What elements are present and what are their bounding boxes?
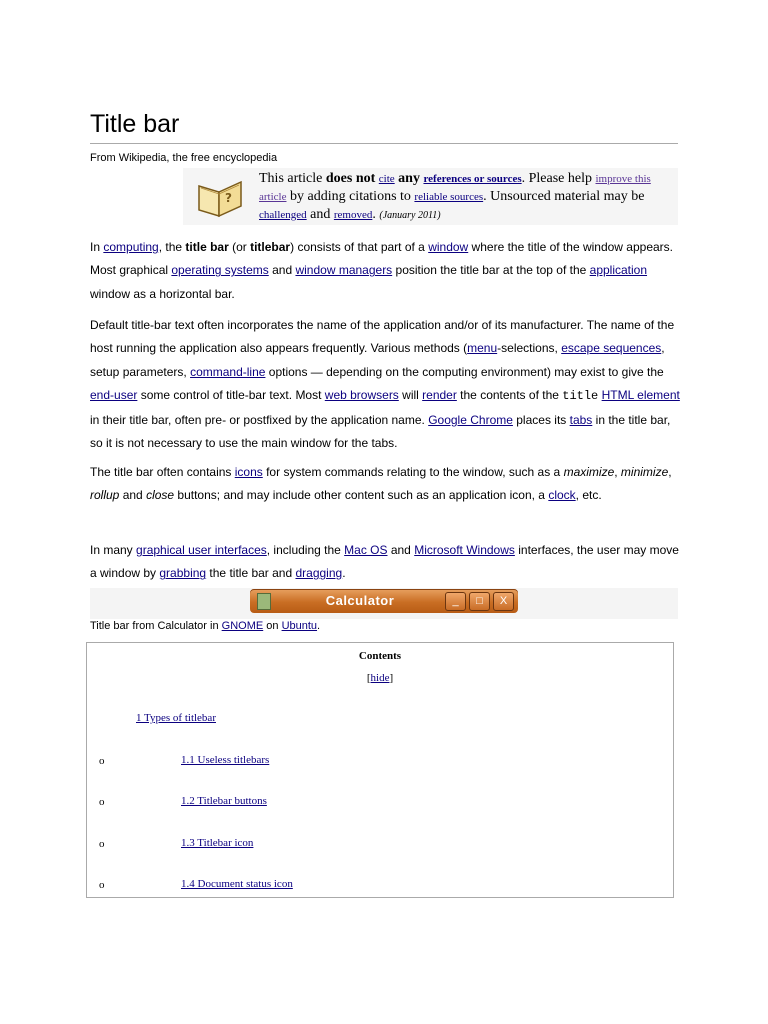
link-render[interactable]: render (422, 388, 457, 403)
link-dragging[interactable]: dragging (295, 566, 343, 581)
improve-article-link[interactable]: improve this article (259, 173, 651, 203)
toc-hide-link[interactable]: hide (370, 672, 390, 684)
notice-date: (January 2011) (379, 210, 441, 221)
tagline: From Wikipedia, the free encyclopedia (90, 152, 278, 164)
minimize-icon: _ (445, 592, 466, 611)
calculator-titlebar-image (250, 589, 518, 613)
toc-bullet: o (99, 796, 105, 808)
page-title: Title bar (90, 110, 678, 144)
toc-bullet: o (99, 755, 105, 767)
unreferenced-notice (183, 168, 678, 225)
challenged-link[interactable]: challenged (259, 209, 307, 221)
references-link[interactable]: references or sources (423, 173, 522, 185)
link-window-managers[interactable]: window managers (295, 263, 393, 278)
link-google-chrome[interactable]: Google Chrome (428, 412, 513, 427)
toc-item-titlebar-icon[interactable]: 1.3 Titlebar icon (181, 837, 254, 849)
table-of-contents (86, 642, 674, 898)
reliable-sources-link[interactable]: reliable sources (414, 191, 484, 203)
link-web-browsers[interactable]: web browsers (324, 388, 399, 403)
calculator-icon (257, 593, 271, 610)
calculator-title: Calculator (325, 593, 395, 608)
link-application[interactable]: application (589, 263, 648, 278)
maximize-icon: □ (469, 592, 490, 611)
link-end-user[interactable]: end-user (90, 388, 138, 403)
code-title: title (562, 389, 599, 404)
paragraph-3: The title bar often contains icons for system commands relating to the window, such as a maximize, minimize, rollup and close buttons; and may include other content such as an application icon, a clock, etc. (90, 465, 672, 503)
link-graphical-user-interfaces[interactable]: graphical user interfaces (136, 543, 267, 557)
book-question-icon (195, 174, 247, 223)
paragraph-4: In many graphical user interfaces, including the Mac OS and Microsoft Windows interfaces, the user may move a window by grabbing the title bar and dragging. (90, 543, 679, 581)
paragraph-2: Default title-bar text often incorporates the name of the application and/or of its manufacturer. The name of the host running the application also appears frequently. Various methods (menu-selections, escape sequences, setup parameters, command-line options — depending on the computing environment) may exist to give the end-user some control of title-bar text. Most web browsers will render the contents of the title HTML element in their title bar, often pre- or postfixed by the application name. Google Chrome places its tabs in the title bar, so it is not necessary to use the main window for the tabs. (90, 318, 680, 451)
toc-bullet: o (99, 838, 105, 850)
toc-hide-toggle: [hide] (366, 672, 394, 684)
notice-text: This article does not cite any references or sources. Please help improve this article by adding citations to reliable sources. Unsourced material may be challenged and removed. (January 2011) (259, 171, 651, 222)
toc-title: Contents (358, 650, 402, 662)
link-gnome[interactable]: GNOME (221, 620, 264, 632)
toc-bullet: o (99, 879, 105, 891)
paragraph-1: In computing, the title bar (or titlebar) consists of that part of a window where the title of the window appears. Most graphical operating systems and window managers position the title bar at the top of the application window as a horizontal bar. (90, 240, 674, 301)
link-command-line[interactable]: command-line (190, 364, 266, 379)
toc-item-types-of-titlebar[interactable]: 1 Types of titlebar (136, 712, 216, 724)
link-escape-sequences[interactable]: escape sequences (561, 341, 662, 356)
toc-item-useless-titlebars[interactable]: 1.1 Useless titlebars (181, 754, 270, 766)
link-mac-os[interactable]: Mac OS (344, 543, 388, 557)
link-grabbing[interactable]: grabbing (159, 566, 207, 581)
link-tabs[interactable]: tabs (569, 412, 593, 427)
toc-item-titlebar-buttons[interactable]: 1.2 Titlebar buttons (181, 795, 267, 807)
link-microsoft-windows[interactable]: Microsoft Windows (414, 543, 515, 557)
link-computing[interactable]: computing (103, 240, 159, 254)
image-caption: Title bar from Calculator in GNOME on Ubuntu. (90, 620, 321, 632)
removed-link[interactable]: removed (333, 209, 373, 221)
cite-link[interactable]: cite (378, 173, 395, 185)
toc-item-document-status-icon[interactable]: 1.4 Document status icon (181, 878, 293, 890)
link-clock[interactable]: clock (548, 488, 576, 503)
link-ubuntu[interactable]: Ubuntu (281, 620, 318, 632)
svg-text:?: ? (225, 191, 232, 205)
link-icons[interactable]: icons (234, 465, 263, 479)
link-window[interactable]: window (428, 240, 469, 254)
link-html-element[interactable]: HTML element (601, 388, 680, 403)
link-menu[interactable]: menu (467, 341, 498, 356)
link-operating-systems[interactable]: operating systems (171, 263, 269, 278)
close-icon: X (493, 592, 514, 611)
